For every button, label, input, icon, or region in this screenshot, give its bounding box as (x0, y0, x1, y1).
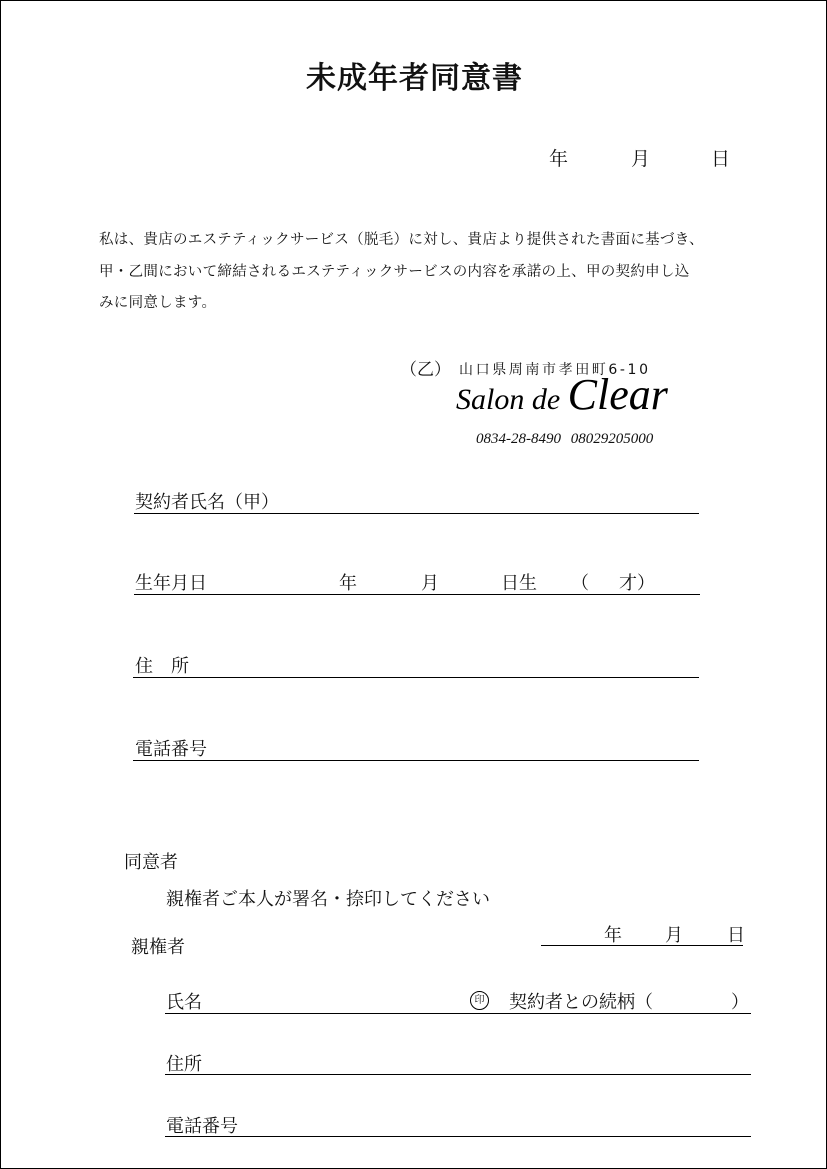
salon-name-part2: Clear (567, 370, 668, 419)
provider-phones: 0834-28-8490 08029205000 (476, 431, 654, 447)
provider-address: 山口県周南市孝田町6-10 (459, 362, 651, 378)
page-title: 未成年者同意書 (306, 61, 523, 96)
consent-instruction: 親権者ご本人が署名・捺印してください (166, 889, 490, 910)
contractor-phone-line[interactable] (133, 760, 699, 761)
guardian-phone-line[interactable] (165, 1136, 751, 1137)
contractor-name-line[interactable] (134, 513, 699, 514)
birthdate-line[interactable] (134, 594, 700, 595)
birth-year-label: 年 (339, 573, 357, 594)
relation-label: 契約者との続柄（ (509, 992, 653, 1013)
agreement-line-2: 甲・乙間において締結されるエステティックサービスの内容を承諾の上、甲の契約申し込 (99, 264, 690, 280)
relation-close: ） (731, 992, 749, 1013)
top-date-day: 日 (711, 148, 731, 170)
guardian-address-label: 住所 (166, 1054, 202, 1075)
top-date-month: 月 (631, 148, 651, 170)
top-date-year: 年 (549, 148, 569, 170)
consent-heading: 同意者 (124, 852, 178, 873)
guardian-date-month: 月 (665, 925, 683, 946)
contractor-name-label: 契約者氏名（甲） (135, 492, 279, 513)
birthdate-label: 生年月日 (135, 573, 207, 594)
age-close: 才） (619, 573, 655, 594)
birth-month-label: 月 (421, 573, 439, 594)
guardian-address-line[interactable] (165, 1074, 751, 1075)
agreement-line-1: 私は、貴店のエステティックサービス（脱毛）に対し、貴店より提供された書面に基づき、 (99, 232, 704, 248)
contractor-address-line[interactable] (133, 677, 699, 678)
guardian-name-line[interactable] (165, 1013, 751, 1014)
contractor-phone-label: 電話番号 (135, 739, 207, 760)
seal-mark: 印 (470, 991, 489, 1010)
guardian-name-label: 氏名 (166, 992, 202, 1013)
guardian-label: 親権者 (131, 937, 185, 958)
guardian-phone-label: 電話番号 (166, 1116, 238, 1137)
agreement-line-3: みに同意します。 (99, 295, 217, 311)
guardian-date-line[interactable] (541, 945, 743, 946)
guardian-date-year: 年 (604, 925, 622, 946)
provider-party-label: （乙） (400, 360, 451, 380)
contractor-address-label: 住 所 (135, 656, 189, 677)
salon-name-part1: Salon de (456, 383, 568, 416)
seal-icon (470, 990, 489, 1010)
guardian-date-day: 日 (727, 925, 745, 946)
age-open: （ (571, 573, 589, 594)
salon-logo (456, 369, 668, 420)
birth-day-label: 日生 (501, 573, 537, 594)
